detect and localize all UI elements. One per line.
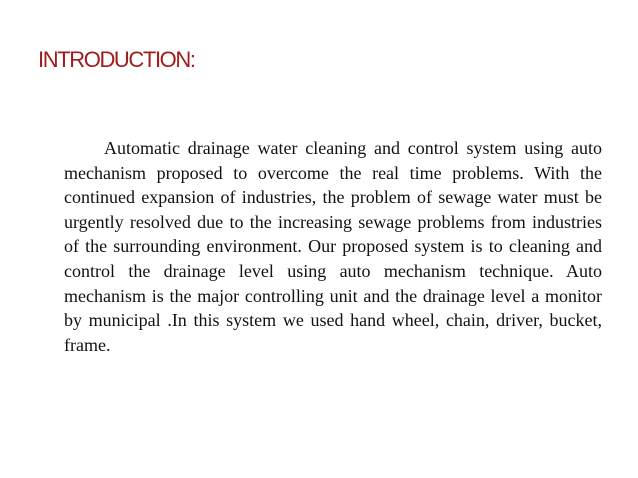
slide-title: INTRODUCTION:: [38, 47, 195, 72]
introduction-paragraph: Automatic drainage water cleaning and control system using auto mechanism proposed to overcome the real time problems. With the continued expansion of industries, the problem of sewage water must be urgently resolved due to the increasing sewage problems from industries of the surrounding environment. Our proposed system is to cleaning and control the drainage level using auto mechanism technique. Auto mechanism is the major controlling unit and the drainage level a monitor by municipal .In this system we used hand wheel, chain, driver, bucket, frame.: [64, 138, 602, 355]
